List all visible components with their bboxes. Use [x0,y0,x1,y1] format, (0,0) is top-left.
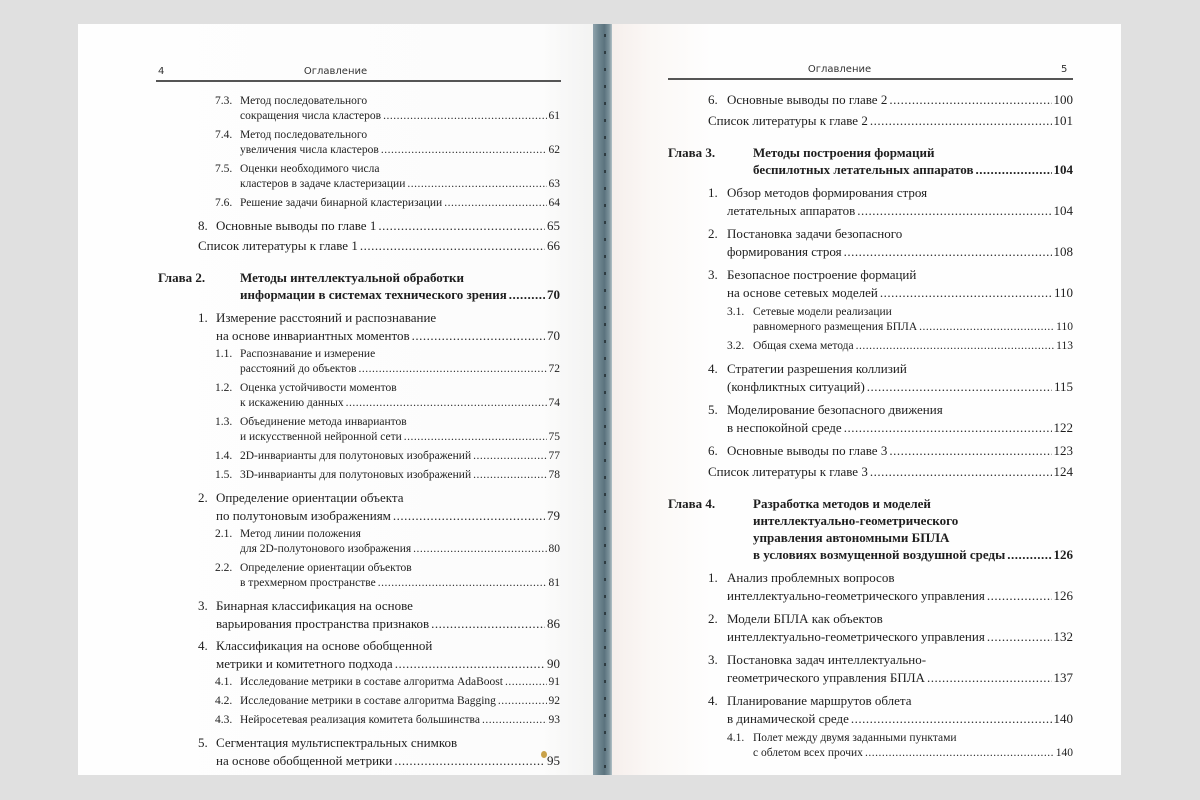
toc-entry [708,92,1073,108]
spine-stitch [604,51,606,54]
paper-stain [541,751,547,758]
dot-leader [393,508,545,524]
entry-page-number: 122 [1053,420,1073,435]
entry-page-number: 75 [548,431,560,443]
entry-page-number: 79 [547,508,560,523]
dot-leader [444,196,546,211]
toc-entry [708,570,1073,604]
toc-entry [198,218,560,234]
entry-number: 3. [198,598,208,613]
entry-page-number: 123 [1053,443,1073,458]
toc-entry [215,415,560,445]
spine-stitch [604,442,606,445]
entry-title-line: в неспокойной среде [727,420,842,435]
entry-title-line: Измерение расстояний и распознавание [216,310,437,325]
entry-title-line: Методы построения формаций [753,145,935,160]
entry-title-line: интеллектуально-геометрического [753,513,959,528]
entry-title-line: Решение задачи бинарной кластеризации [240,197,443,209]
entry-page-number: 65 [547,218,560,233]
dot-leader [505,675,547,690]
entry-page-number: 108 [1053,244,1073,259]
entry-page-number: 78 [548,469,560,481]
dot-leader [919,320,1054,335]
dot-leader [378,576,547,591]
spine-stitch [604,68,606,71]
entry-number: 7.5. [215,163,233,175]
toc-entry [215,527,560,557]
spine-stitch [604,340,606,343]
toc-entry [215,449,560,464]
entry-number: 6. [708,92,718,107]
toc-chapter [668,145,1073,178]
entry-number: 2.1. [215,528,233,540]
entry-number: 1. [708,185,718,200]
entry-title-line: Метод последовательного [240,95,368,107]
header-rule [156,80,561,82]
entry-page-number: 124 [1053,464,1073,479]
dot-leader [857,203,1051,219]
entry-page-number: 115 [1053,379,1073,394]
spine-stitch [604,306,606,309]
toc-entry [708,361,1073,395]
spine-stitch [604,34,606,37]
entry-title-line: 2D-инварианты для полутоновых изображений [240,450,472,462]
entry-page-number: 91 [548,676,560,688]
entry-number: 2. [708,226,718,241]
entry-page-number: 93 [548,714,560,726]
toc-entry [708,443,1073,459]
entry-title-line: информации в системах технического зрения [240,287,507,302]
dot-leader [358,362,546,377]
entry-page-number: 90 [547,656,560,671]
entry-title-line: интеллектуально-геометрического управления [727,629,985,644]
entry-number: 7.6. [215,197,233,209]
entry-page-number: 126 [1053,588,1073,603]
running-head: Оглавление [303,66,368,77]
entry-page-number: 113 [1056,340,1073,352]
entry-title-line: Метод последовательного [240,129,368,141]
dot-leader [987,588,1052,604]
entry-number: 6. [708,443,718,458]
spine-stitch [604,748,606,751]
spine-stitch [604,289,606,292]
entry-page-number: 72 [548,363,560,375]
entry-title-line: для 2D-полутонового изображения [240,543,412,555]
entry-page-number: 126 [1053,547,1073,562]
entry-title-line: Исследование метрики в составе алгоритма Bagging [240,695,496,707]
spine-stitch [604,391,606,394]
dot-leader [870,113,1052,129]
page-number: 5 [1061,64,1068,75]
entry-number: 3.1. [727,306,745,318]
spine-stitch [604,544,606,547]
dot-leader [889,92,1051,108]
entry-page-number: 86 [547,616,560,631]
entry-title-line: на основе инвариантных моментов [216,328,410,343]
dot-leader [870,464,1052,480]
entry-number: 4.3. [215,714,233,726]
entry-number: 4.2. [215,695,233,707]
toc-entry [198,310,560,344]
entry-title-line: интеллектуально-геометрического управления [727,588,985,603]
toc-entry [215,694,560,709]
entry-number: 8. [198,218,208,233]
spine-stitch [604,425,606,428]
entry-title-line: геометрического управления БПЛА [727,670,925,685]
entry-page-number: 80 [548,543,560,555]
entry-title-line: и искусственной нейронной сети [240,431,402,443]
spine-stitch [604,170,606,173]
entry-title-line: Классификация на основе обобщенной [216,638,433,653]
spine-stitch [604,561,606,564]
dot-leader [394,753,545,769]
spine-stitch [604,595,606,598]
entry-title-line: Оценки необходимого числа [240,163,380,175]
entry-title-line: на основе сетевых моделей [727,285,878,300]
entry-title-line: Основные выводы по главе 3 [727,443,888,458]
dot-leader [473,468,546,483]
spine-stitch [604,408,606,411]
dot-leader [856,339,1055,354]
entry-number: 1.3. [215,416,233,428]
dot-leader [431,616,545,632]
toc-entry [198,490,560,524]
entry-number: 3. [708,652,718,667]
right-page [612,24,1121,775]
toc-entry [215,468,560,483]
toc-entry [708,652,1073,686]
spine-stitch [604,238,606,241]
spine-stitch [604,527,606,530]
dot-leader [407,177,546,192]
entry-title-line: Список литературы к главе 1 [198,238,358,253]
entry-number: 4. [708,361,718,376]
entry-title-line: Распознавание и измерение [240,348,376,360]
entry-number: Глава 3. [668,145,716,160]
entry-title-line: Объединение метода инвариантов [240,416,407,428]
entry-page-number: 137 [1053,670,1073,685]
spine-stitch [604,578,606,581]
entry-title-line: Метод линии положения [240,528,361,540]
entry-page-number: 140 [1053,711,1073,726]
entry-number: 2.2. [215,562,233,574]
entry-title-line: к искажению данных [240,397,344,409]
toc-entry [708,226,1073,260]
entry-page-number: 101 [1053,113,1073,128]
dot-leader [346,396,547,411]
entry-page-number: 104 [1053,162,1073,177]
book-spine [593,24,612,775]
dot-leader [404,430,547,445]
entry-page-number: 132 [1053,629,1073,644]
toc-entry [215,561,560,591]
entry-number: 4. [708,693,718,708]
entry-title-line: в условиях возмущенной воздушной среды [753,547,1006,562]
entry-title-line: Список литературы к главе 3 [708,464,868,479]
entry-number: 4.1. [215,676,233,688]
running-head: Оглавление [807,64,872,75]
dot-leader [927,670,1052,686]
dot-leader [412,328,545,344]
spine-stitch [604,255,606,258]
toc-entry [215,381,560,411]
spine-stitch [604,102,606,105]
entry-title-line: на основе обобщенной метрики [216,753,393,768]
dot-leader [381,143,547,158]
dot-leader [360,238,545,254]
entry-title-line: формирования строя [727,244,842,259]
entry-number: 3.2. [727,340,745,352]
entry-title-line: Оценка устойчивости моментов [240,382,397,394]
dot-leader [473,449,546,464]
spine-stitch [604,136,606,139]
spine-stitch [604,765,606,768]
entry-title-line: 3D-инварианты для полутоновых изображений [240,469,472,481]
toc-entry [727,731,1073,761]
entry-title-line: Список литературы к главе 2 [708,113,868,128]
entry-title-line: Бинарная классификация на основе [216,598,413,613]
toc-entry [708,693,1073,727]
entry-title-line: Разработка методов и моделей [753,496,931,511]
dot-leader [1007,547,1051,563]
entry-title-line: Стратегии разрешения коллизий [727,361,907,376]
entry-page-number: 104 [1053,203,1073,218]
entry-number: 7.4. [215,129,233,141]
entry-title-line: Исследование метрики в составе алгоритма AdaBoost [240,676,503,688]
entry-page-number: 92 [548,695,560,707]
toc-entry [198,598,560,632]
entry-title-line: Моделирование безопасного движения [727,402,943,417]
header-rule [668,78,1073,80]
entry-title-line: по полутоновым изображениям [216,508,391,523]
entry-page-number: 81 [548,577,560,589]
entry-title-line: сокращения числа кластеров [240,110,382,122]
dot-leader [987,629,1052,645]
toc-entry [215,196,560,211]
entry-page-number: 64 [548,197,560,209]
entry-title-line: управления автономными БПЛА [753,530,950,545]
entry-number: 5. [198,735,208,750]
spine-stitch [604,357,606,360]
spine-stitch [604,374,606,377]
entry-page-number: 74 [548,397,560,409]
entry-number: 1.1. [215,348,233,360]
entry-title-line: Общая схема метода [753,340,854,352]
entry-page-number: 77 [548,450,560,462]
entry-number: 4. [198,638,208,653]
toc-references [198,238,560,254]
entry-title-line: Определение ориентации объекта [216,490,404,505]
entry-title-line: Нейросетевая реализация комитета большинства [240,714,480,726]
entry-title-line: летательных аппаратов [727,203,856,218]
entry-title-line: Полет между двумя заданными пунктами [753,732,957,744]
entry-number: 2. [198,490,208,505]
toc-entry [215,128,560,158]
dot-leader [844,244,1052,260]
entry-title-line: с облетом всех прочих [753,747,863,759]
entry-number: 1.4. [215,450,233,462]
spine-stitch [604,153,606,156]
dot-leader [844,420,1052,436]
entry-page-number: 110 [1053,285,1073,300]
entry-page-number: 63 [548,178,560,190]
spine-stitch [604,493,606,496]
entry-page-number: 100 [1053,92,1073,107]
toc-entry [708,611,1073,645]
spine-stitch [604,697,606,700]
page-number: 4 [158,66,165,77]
toc-entry [727,339,1073,354]
spine-stitch [604,204,606,207]
entry-number: 3. [708,267,718,282]
spine-stitch [604,187,606,190]
entry-title-line: равномерного размещения БПЛА [753,321,918,333]
entry-number: Глава 2. [158,270,206,285]
toc-entry [708,185,1073,219]
entry-number: 1. [708,570,718,585]
entry-page-number: 61 [548,110,560,122]
toc-entry [215,713,560,728]
toc-entry [215,347,560,377]
entry-title-line: Постановка задач интеллектуально- [727,652,927,667]
entry-title-line: Модели БПЛА как объектов [727,611,883,626]
toc-entry [215,94,560,124]
entry-title-line: Методы интеллектуальной обработки [240,270,464,285]
entry-title-line: расстояний до объектов [240,363,357,375]
entry-title-line: кластеров в задаче кластеризации [240,178,406,190]
entry-title-line: беспилотных летательных аппаратов [753,162,974,177]
dot-leader [889,443,1051,459]
entry-title-line: Безопасное построение формаций [727,267,917,282]
dot-leader [498,694,547,709]
entry-title-line: Обзор методов формирования строя [727,185,928,200]
toc-entry [708,267,1073,301]
spine-stitch [604,85,606,88]
entry-page-number: 70 [547,287,560,302]
spine-stitch [604,612,606,615]
entry-number: 4.1. [727,732,745,744]
entry-title-line: в динамической среде [727,711,849,726]
entry-number: 1.5. [215,469,233,481]
dot-leader [851,711,1052,727]
dot-leader [378,218,545,234]
toc-references [708,113,1073,129]
entry-page-number: 110 [1056,321,1073,333]
spine-stitch [604,629,606,632]
entry-title-line: Планирование маршрутов облета [727,693,912,708]
entry-title-line: Анализ проблемных вопросов [727,570,895,585]
dot-leader [865,746,1054,761]
entry-page-number: 140 [1055,747,1073,759]
entry-title-line: увеличения числа кластеров [240,144,379,156]
dot-leader [867,379,1052,395]
entry-page-number: 62 [548,144,560,156]
entry-title-line: Основные выводы по главе 1 [216,218,377,233]
dot-leader [482,713,547,728]
toc-entry [727,305,1073,335]
toc-references [708,464,1073,480]
entry-number: 7.3. [215,95,233,107]
entry-number: 5. [708,402,718,417]
entry-page-number: 70 [547,328,560,343]
spine-stitch [604,323,606,326]
left-page [78,24,593,775]
entry-title-line: (конфликтных ситуаций) [727,379,865,394]
spine-stitch [604,459,606,462]
spine-stitch [604,476,606,479]
spine-stitch [604,731,606,734]
entry-number: 1.2. [215,382,233,394]
entry-title-line: Постановка задачи безопасного [727,226,903,241]
spine-stitch [604,663,606,666]
entry-number: 2. [708,611,718,626]
dot-leader [509,287,545,303]
entry-title-line: Определение ориентации объектов [240,562,412,574]
entry-title-line: варьирования пространства признаков [216,616,430,631]
entry-number: 1. [198,310,208,325]
dot-leader [395,656,545,672]
spine-stitch [604,680,606,683]
entry-number: Глава 4. [668,496,716,511]
toc-chapter [668,496,1073,563]
spine-stitch [604,510,606,513]
entry-title-line: метрики и комитетного подхода [216,656,393,671]
entry-title-line: в трехмерном пространстве [240,577,376,589]
dot-leader [976,162,1052,178]
entry-title-line: Основные выводы по главе 2 [727,92,888,107]
spine-stitch [604,119,606,122]
spine-stitch [604,714,606,717]
entry-title-line: Сегментация мультиспектральных снимков [216,735,458,750]
toc-entry [198,638,560,672]
toc-entry [708,402,1073,436]
toc-entry [215,162,560,192]
entry-title-line: Сетевые модели реализации [753,306,892,318]
entry-page-number: 95 [547,753,560,768]
dot-leader [413,542,546,557]
toc-entry [198,735,560,769]
spine-stitch [604,272,606,275]
dot-leader [880,285,1052,301]
toc-chapter [158,270,560,303]
dot-leader [383,109,546,124]
entry-page-number: 66 [547,238,560,253]
spine-stitch [604,221,606,224]
toc-entry [215,675,560,690]
spine-stitch [604,646,606,649]
